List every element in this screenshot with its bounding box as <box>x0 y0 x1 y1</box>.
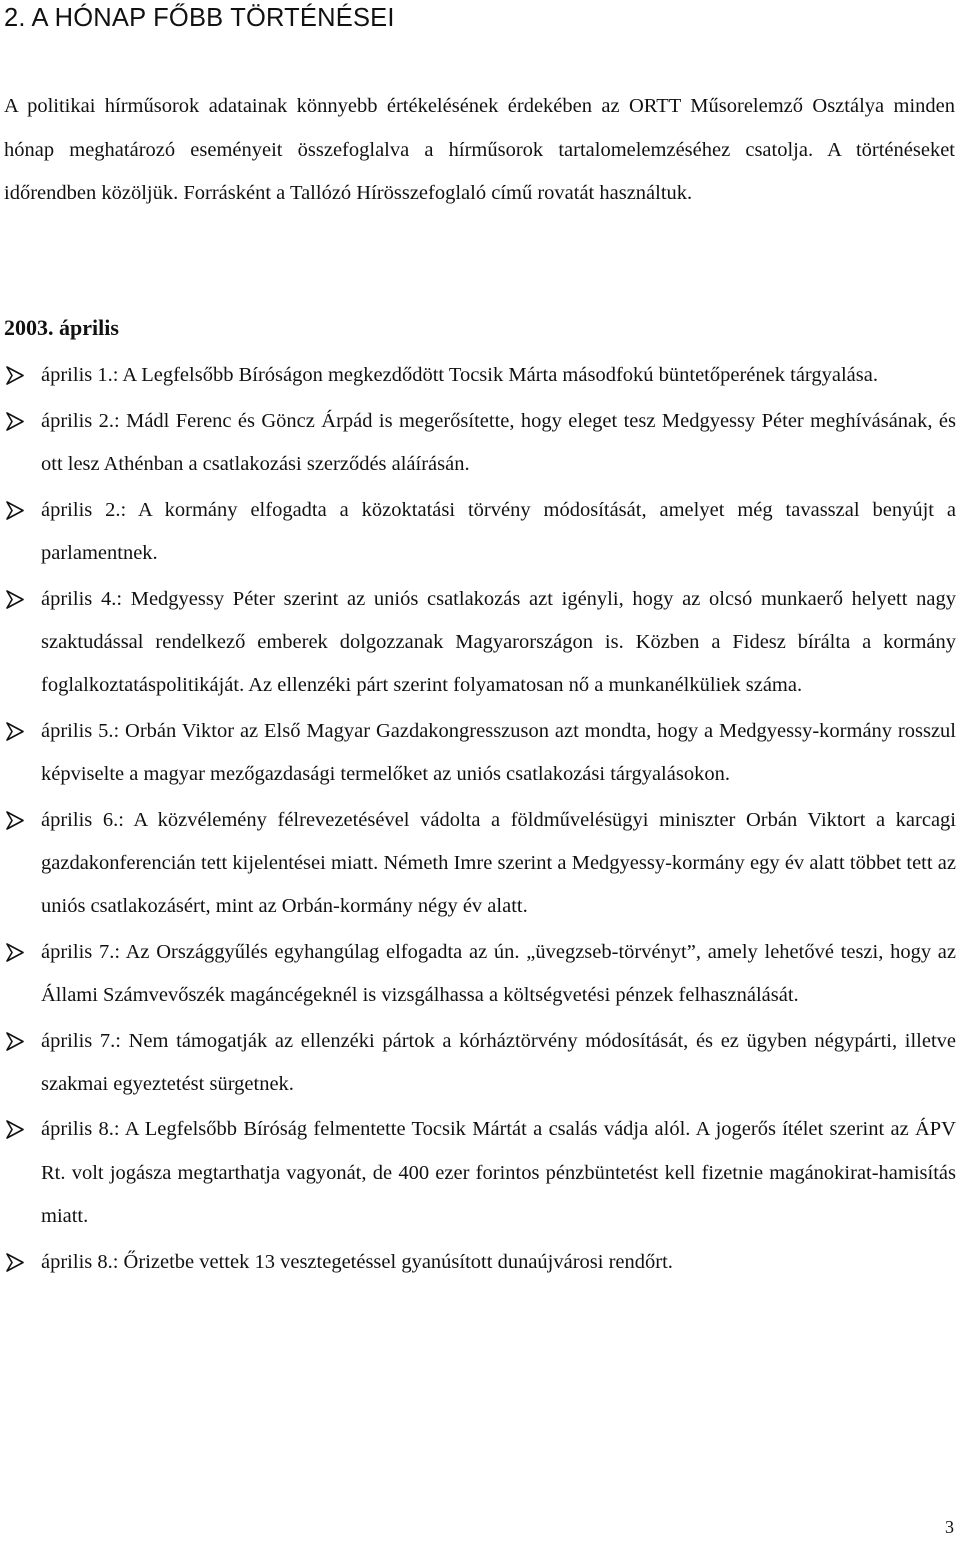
section-heading: 2003. április <box>4 315 119 340</box>
event-text: április 2.: Mádl Ferenc és Göncz Árpád is megerősítette, hogy eleget tesz Medgyessy Péter meghívásának, és ott lesz Athénban a csatlakozási szerződés aláírásán. <box>41 409 956 475</box>
arrowhead-bullet-icon <box>6 412 24 431</box>
arrowhead-bullet-icon <box>6 501 24 520</box>
page-number: 3 <box>945 1517 954 1537</box>
arrowhead-bullet-icon <box>6 366 24 385</box>
event-text: április 1.: A Legfelsőbb Bíróságon megkezdődött Tocsik Márta másodfokú büntetőperének tárgyalása. <box>41 364 878 386</box>
list-item <box>0 578 956 708</box>
event-text: április 7.: Az Országgyűlés egyhangúlag elfogadta az ún. „üvegzseb-törvényt”, amely lehetővé teszi, hogy az Állami Számvevőszék magáncégeknél is vizsgálhassa a költségvetési pénzek felhasználását. <box>41 940 956 1006</box>
list-item <box>0 931 956 1017</box>
event-text: április 2.: A kormány elfogadta a közoktatási törvény módosítását, amelyet még tavasszal benyújt a parlamentnek. <box>41 498 956 564</box>
arrowhead-bullet-icon <box>6 811 24 830</box>
event-text: április 6.: A közvélemény félrevezetésével vádolta a földművelésügyi miniszter Orbán Viktort a karcagi gazdakonferencián tett kijelentései miatt. Németh Imre szerint a Medgyessy-kormány egy év alatt többet tett az uniós csatlakozásért, mint az Orbán-kormány négy év alatt. <box>41 808 956 917</box>
intro-paragraph: A politikai hírműsorok adatainak könnyebb értékelésének érdekében az ORTT Műsorelemző Osztálya minden hónap meghatározó eseményeit összefoglalva a hírműsorok tartalomelemzéséhez csatolja. A történéseket időrendben közöljük. Forrásként a Tallózó Hírösszefoglaló című rovatát használtuk. <box>4 95 955 205</box>
event-list <box>0 354 956 1286</box>
event-text: április 8.: Őrizetbe vettek 13 vesztegetéssel gyanúsított dunaújvárosi rendőrt. <box>41 1250 673 1273</box>
event-text: április 4.: Medgyessy Péter szerint az uniós csatlakozás azt igényli, hogy az olcsó munkaerő helyett nagy szaktudással rendelkező emberek dolgozzanak Magyarországon is. Közben a Fidesz bírálta a kormány foglalkoztatáspolitikáját. Az ellenzéki párt szerint folyamatosan nő a munkanélküliek száma. <box>41 587 956 696</box>
list-item <box>0 354 956 397</box>
arrowhead-bullet-icon <box>6 722 24 741</box>
list-item <box>0 1020 956 1106</box>
list-item <box>0 400 956 486</box>
arrowhead-bullet-icon <box>6 1032 24 1051</box>
event-text: április 5.: Orbán Viktor az Első Magyar Gazdakongresszuson azt mondta, hogy a Medgyessy-kormány rosszul képviselte a magyar mezőgazdasági termelőket az uniós csatlakozási tárgyalásokon. <box>41 719 956 785</box>
arrowhead-bullet-icon <box>6 1120 24 1139</box>
list-item <box>0 489 956 575</box>
list-item <box>0 710 956 796</box>
arrowhead-bullet-icon <box>6 590 24 609</box>
event-text: április 8.: A Legfelsőbb Bíróság felmentette Tocsik Mártát a csalás vádja alól. A jogerős ítélet szerint az ÁPV Rt. volt jogásza megtarthatja vagyonát, de 400 ezer forintos pénzbüntetést kell fizetnie magánokirat-hamisítás miatt. <box>41 1118 956 1227</box>
list-item <box>0 1108 956 1238</box>
chapter-title: 2. A HÓNAP FŐBB TÖRTÉNÉSEI <box>4 4 395 32</box>
list-item <box>0 799 956 929</box>
event-text: április 7.: Nem támogatják az ellenzéki pártok a kórháztörvény módosítását, és ez ügyben négypárti, illetve szakmai egyeztetést sürgetnek. <box>41 1029 956 1095</box>
list-item <box>0 1241 956 1284</box>
arrowhead-bullet-icon <box>6 1253 24 1272</box>
arrowhead-bullet-icon <box>6 943 24 962</box>
